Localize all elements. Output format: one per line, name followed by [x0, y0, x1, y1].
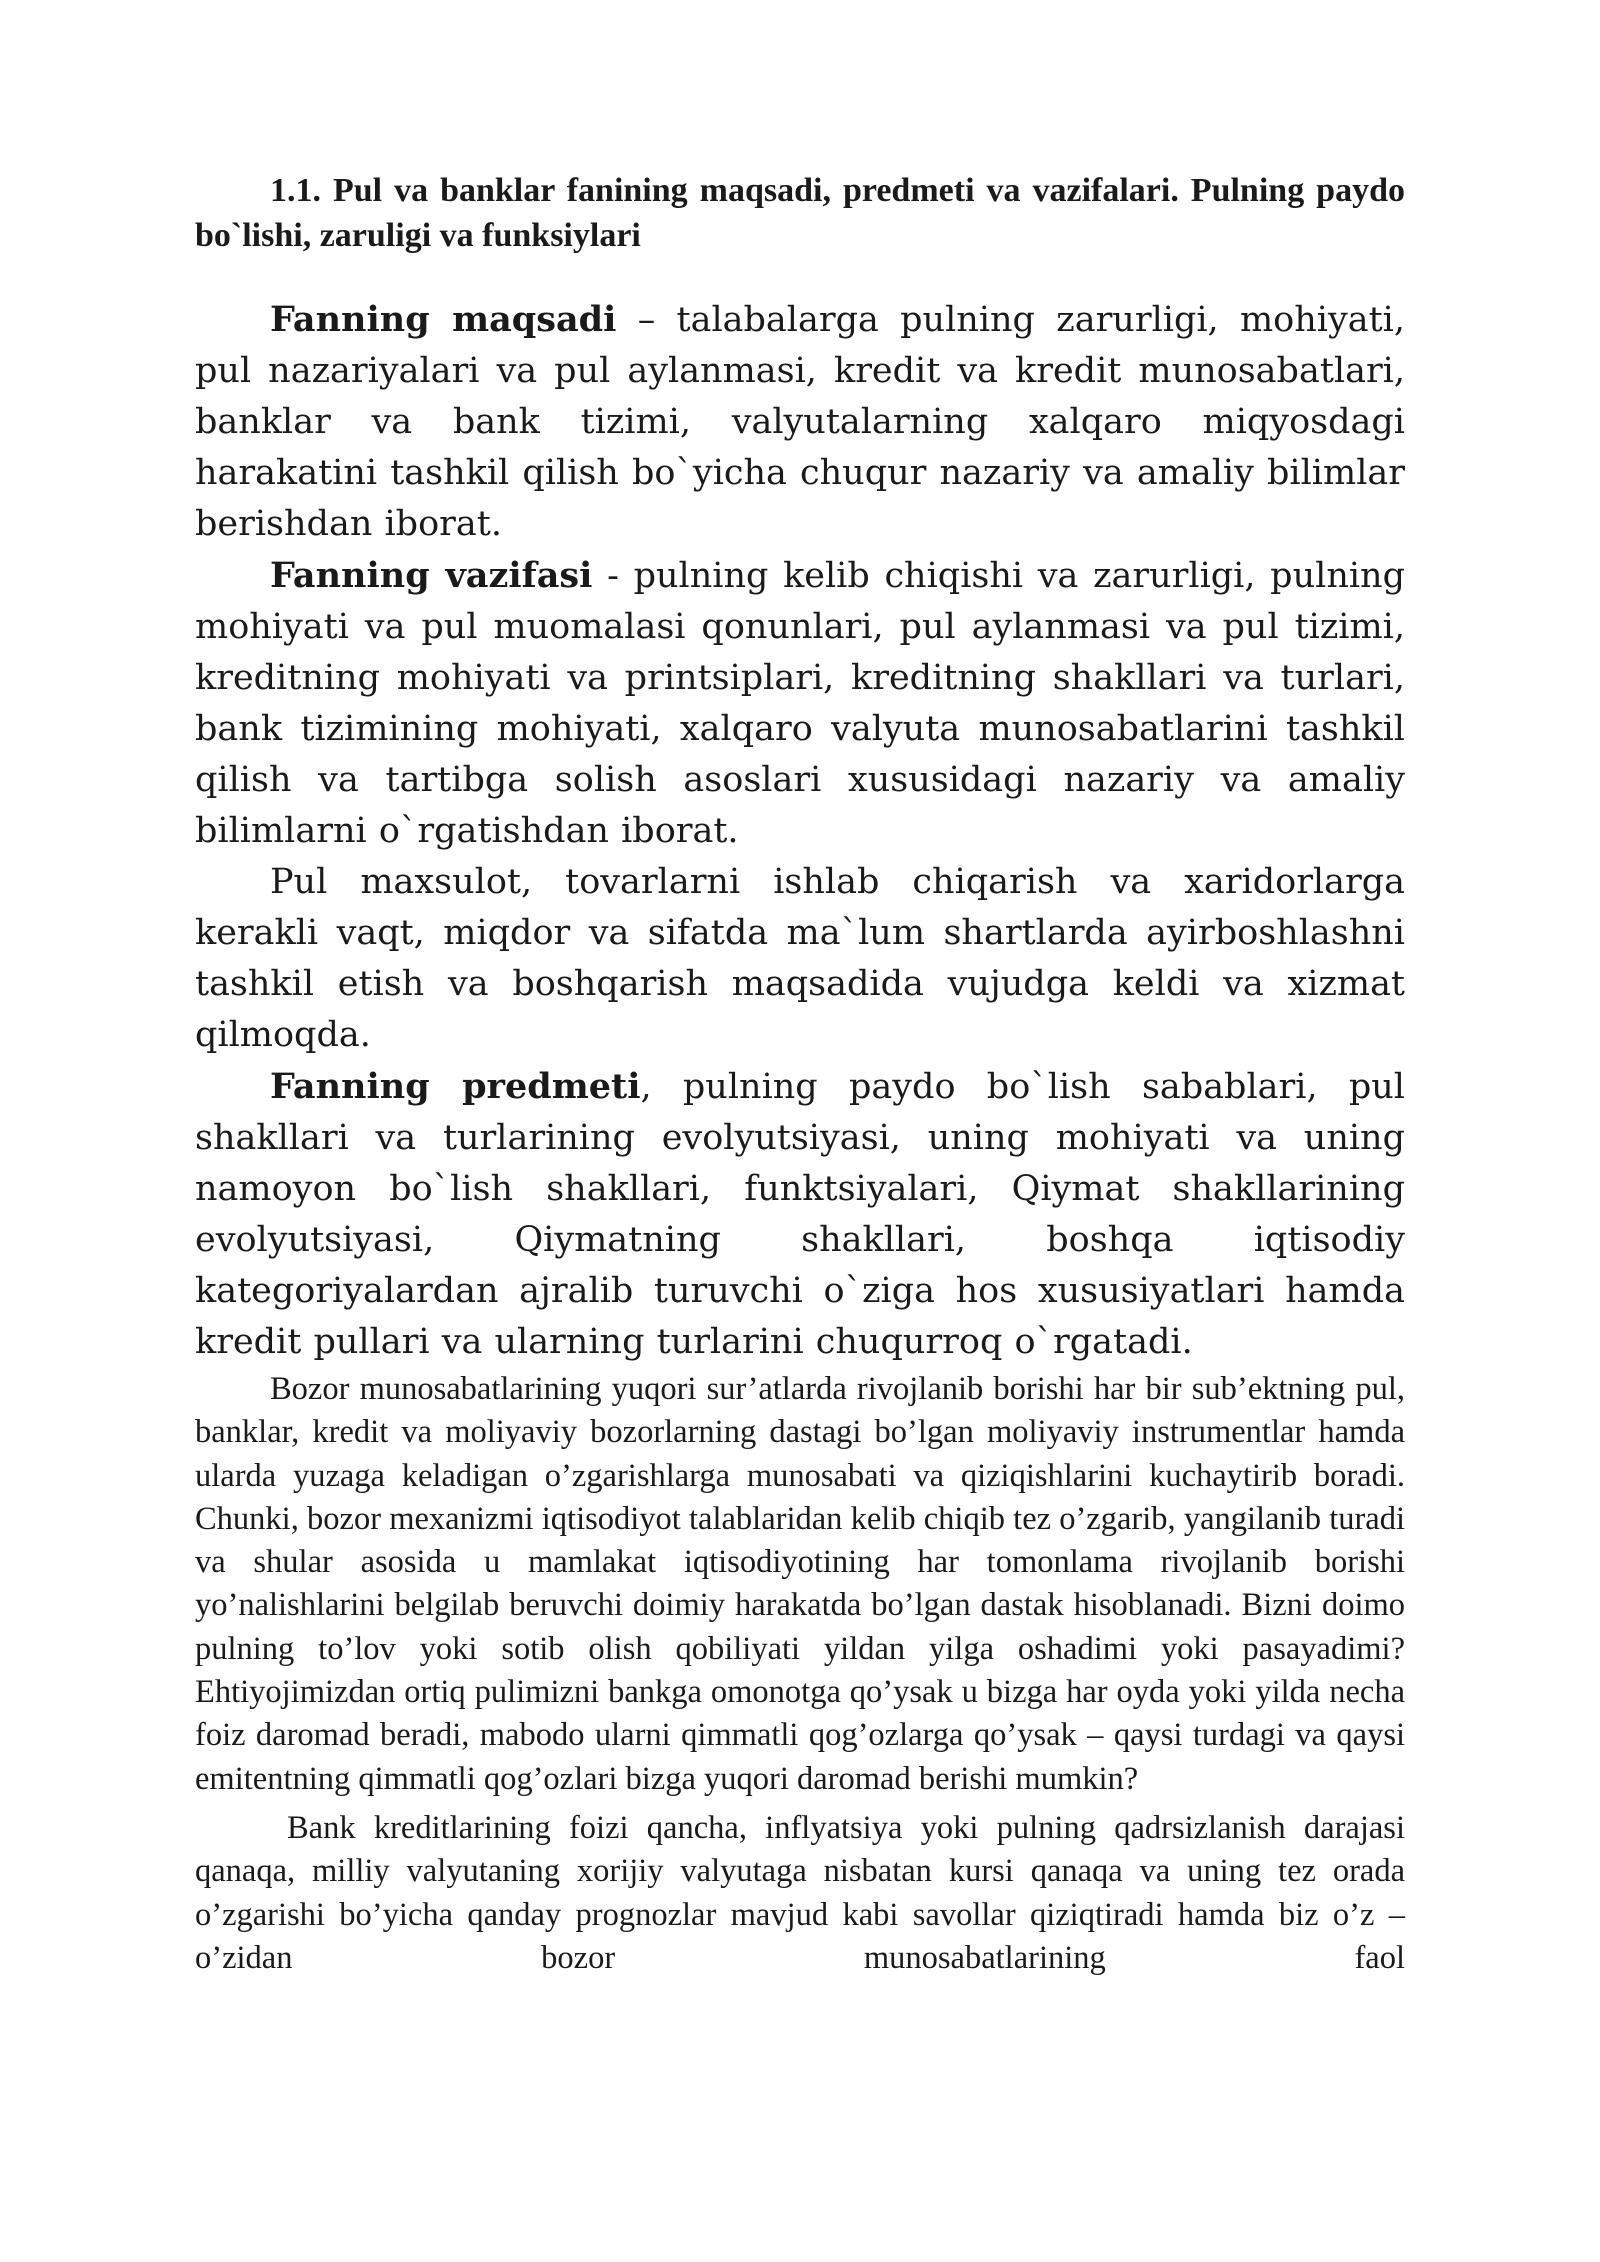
term-tasks: Fanning vazifasi — [270, 555, 593, 596]
term-purpose: Fanning maqsadi — [270, 299, 617, 340]
paragraph-subject — [195, 1061, 1405, 1368]
paragraph-tasks — [195, 550, 1405, 857]
paragraph-money-text: Pul maxsulot, tovarlarni ishlab chiqarish va xaridorlarga kerakli vaqt, miqdor va sifatda ma`lum shartlarda ayirboshlashni tashkil etish va boshqarish maqsadida vujudga keldi va xizmat qilmoqda. — [195, 862, 1405, 1055]
document-page — [195, 168, 1405, 1980]
paragraph-purpose — [195, 294, 1405, 550]
paragraph-bank-credits: Bank kreditlarining foizi qancha, inflyatsiya yoki pulning qadrsizlanish darajasi qanaqa, milliy valyutaning xorijiy valyutaga nisbatan kursi qanaqa va uning tez orada o’zgarishi bo’yicha qanday prognozlar mavjud kabi savollar qiziqtiradi hamda biz o’z – o’zidan bozor munosabatlarining faol — [195, 1809, 1405, 1976]
paragraph-purpose-text: – talabalarga pulning zarurligi, mohiyati, pul nazariyalari va pul aylanmasi, kredit va kredit munosabatlari, banklar va bank tizimi, valyutalarning xalqaro miqyosdagi harakatini tashkil qilish bo`yicha chuqur nazariy va amaliy bilimlar berishdan iborat. — [195, 300, 1405, 544]
paragraph-market-relations: Bozor munosabatlarining yuqori sur’atlarda rivojlanib borishi har bir sub’ektning pul, banklar, kredit va moliyaviy bozorlarning dastagi bo’lgan moliyaviy instrumentlar hamda ularda yuzaga keladigan o’zgarishlarga munosabati va qiziqishlarini kuchaytirib boradi. Chunki, bozor mexanizmi iqtisodiyot talablaridan kelib chiqib tez o’zgarib, yangilanib turadi va shular asosida u mamlakat iqtisodiyotining har tomonlama rivojlanib borishi yo’nalishlarini belgilab beruvchi doimiy harakatda bo’lgan dastak hisoblanadi. Bizni doimo pulning to’lov yoki sotib olish qobiliyati yildan yilga oshadimi yoki pasayadimi? Ehtiyojimizdan ortiq pulimizni bankga omonotga qo’ysak u bizga har oyda yoki yilda necha foiz daromad beradi, mabodo ularni qimmatli qog’ozlarga qo’ysak – qaysi turdagi va qaysi emitentning qimmatli qog’ozlari bizga yuqori daromad berishi mumkin? — [195, 1371, 1405, 1797]
section-heading: 1.1. Pul va banklar fanining maqsadi, predmeti va vazifalari. Pulning paydo bo`lishi, zaruligi va funksiylari — [195, 172, 1405, 254]
paragraph-tasks-text: - pulning kelib chiqishi va zarurligi, pulning mohiyati va pul muomalasi qonunlari, pul aylanmasi va pul tizimi, kreditning mohiyati va printsiplari, kreditning shakllari va turlari, bank tizimining mohiyati, xalqaro valyuta munosabatlarini tashkil qilish va tartibga solish asoslari xususidagi nazariy va amaliy bilimlarni o`rgatishdan iborat. — [195, 556, 1406, 851]
paragraph-money — [195, 857, 1405, 1061]
paragraph-subject-text: , pulning paydo bo`lish sabablari, pul shakllari va turlarining evolyutsiyasi, uning mohiyati va uning namoyon bo`lish shakllari, funktsiyalari, Qiymat shakllarining evolyutsiyasi, Qiymatning shakllari, boshqa iqtisodiy kategoriyalardan ajralib turuvchi o`ziga hos xususiyatlari hamda kredit pullari va ularning turlarini chuqurroq o`rgatadi. — [195, 1067, 1405, 1362]
term-subject: Fanning predmeti — [270, 1066, 641, 1107]
